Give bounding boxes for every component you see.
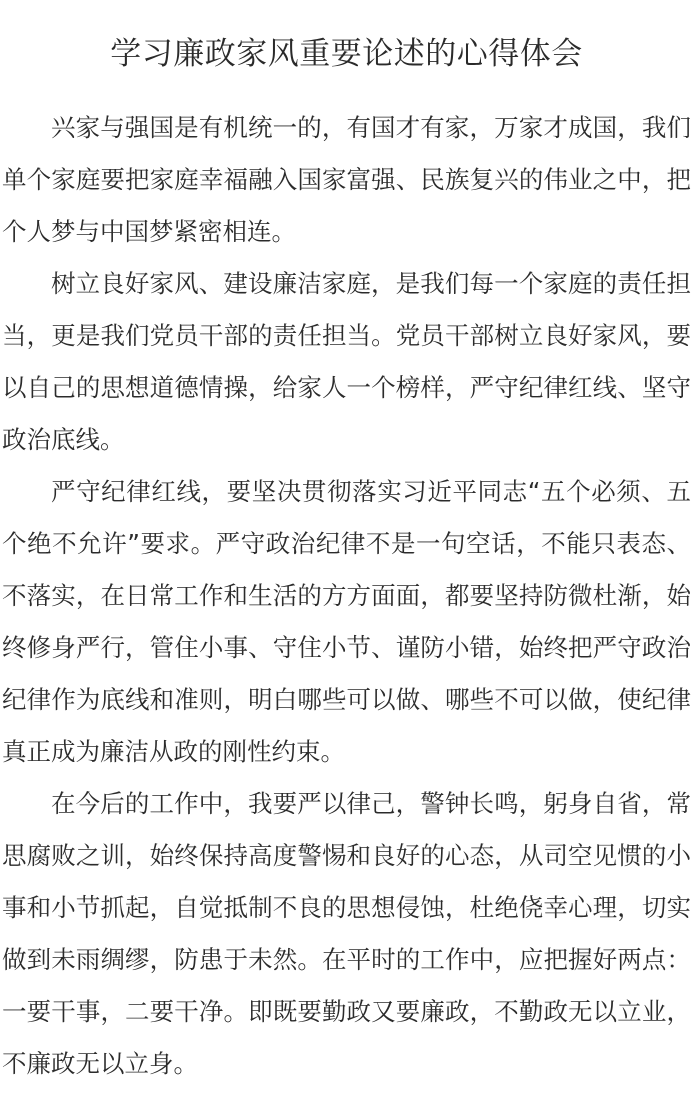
paragraph-3: 严守纪律红线，要坚决贯彻落实习近平同志“五个必须、五个绝不允许”要求。严守政治纪律不是一句空话，不能只表态、不落实，在日常工作和生活的方方面面，都要坚持防微杜渐，始终修身严行，管住小事、守住小节、谨防小错，始终把严守政治纪律作为底线和准则，明白哪些可以做、哪些不可以做，使纪律真正成为廉洁从政的刚性约束。 xyxy=(2,477,691,766)
paragraph-1: 兴家与强国是有机统一的，有国才有家，万家才成国，我们单个家庭要把家庭幸福融入国家富强、民族复兴的伟业之中，把个人梦与中国梦紧密相连。 xyxy=(2,113,691,246)
paragraph-2: 树立良好家风、建设廉洁家庭，是我们每一个家庭的责任担当，更是我们党员干部的责任担当。党员干部树立良好家风，要以自己的思想道德情操，给家人一个榜样，严守纪律红线、坚守政治底线。 xyxy=(2,269,691,454)
article-body xyxy=(2,102,691,1090)
article-title: 学习廉政家风重要论述的心得体会 xyxy=(110,36,583,72)
paragraph-4: 在今后的工作中，我要严以律己，警钟长鸣，躬身自省，常思腐败之训，始终保持高度警惕和良好的心态，从司空见惯的小事和小节抓起，自觉抵制不良的思想侵蚀，杜绝侥幸心理，切实做到未雨绸缪，防患于未然。在平时的工作中，应把握好两点：一要干事，二要干净。即既要勤政又要廉政，不勤政无以立业，不廉政无以立身。 xyxy=(2,789,691,1078)
